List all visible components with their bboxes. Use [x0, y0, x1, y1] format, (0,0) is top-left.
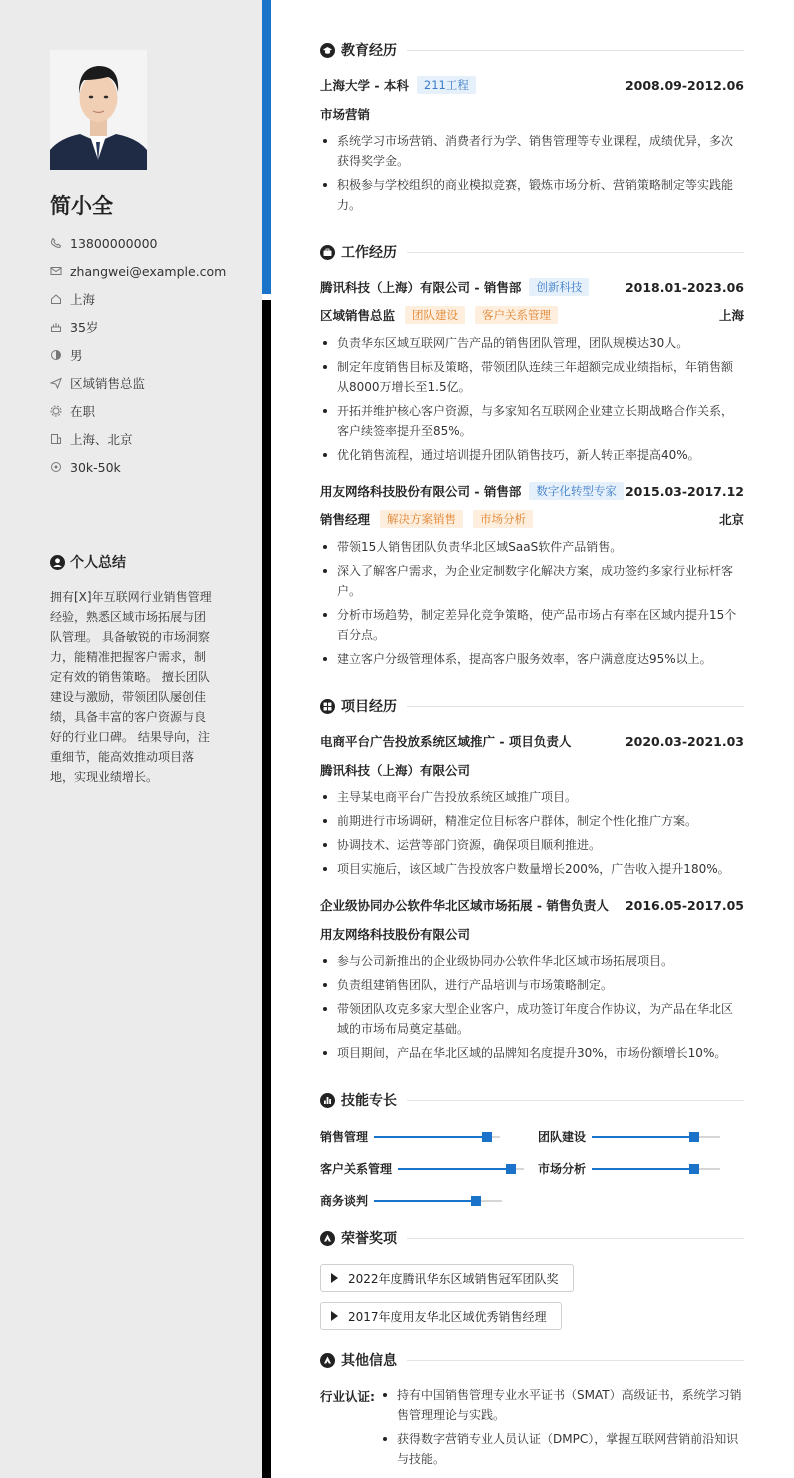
section-title: 技能专长 — [341, 1093, 397, 1109]
job-company: 腾讯科技（上海）有限公司 - 销售部 — [320, 280, 522, 295]
company-tag: 创新科技 — [529, 278, 589, 296]
section-divider — [407, 1238, 744, 1239]
certification-list — [380, 1385, 744, 1473]
gender-icon — [50, 349, 62, 361]
list-item: 获得数字营销专业人员认证（DMPC），掌握互联网营销前沿知识与技能。 — [380, 1429, 744, 1469]
section-title: 项目经历 — [341, 699, 397, 715]
skill-bar — [374, 1200, 502, 1202]
education-header — [320, 76, 744, 94]
grid-icon — [320, 699, 335, 714]
list-item: 优化销售流程，通过培训提升团队销售技巧，新人转正率提高40%。 — [320, 445, 744, 465]
award-item[interactable] — [320, 1302, 562, 1330]
skill-bar — [592, 1136, 720, 1138]
project-header — [320, 896, 744, 914]
award-text: 2017年度用友华北区域优秀销售经理 — [348, 1309, 547, 1324]
education-major: 市场营销 — [320, 107, 371, 122]
list-item: 持有中国销售管理专业水平证书（SMAT）高级证书，系统学习销售管理理论与实践。 — [380, 1385, 744, 1425]
list-item: 负责组建销售团队，进行产品培训与市场策略制定。 — [320, 975, 744, 995]
project-bullets — [320, 951, 744, 1067]
skill-name: 市场分析 — [538, 1162, 587, 1176]
project-company: 腾讯科技（上海）有限公司 — [320, 763, 471, 778]
list-item: 参与公司新推出的企业级协同办公软件华北区域市场拓展项目。 — [320, 951, 744, 971]
section-divider — [407, 252, 744, 253]
role-tag: 团队建设 — [405, 306, 465, 324]
school-tag: 211工程 — [417, 76, 476, 94]
award-text: 2022年度腾讯华东区域销售冠军团队奖 — [348, 1271, 559, 1286]
project-date: 2016.05-2017.05 — [624, 897, 744, 913]
mail-icon — [50, 265, 62, 277]
briefcase-icon — [320, 245, 335, 260]
skill-knob — [482, 1132, 492, 1142]
info-salary-text: 30k-50k — [70, 459, 121, 475]
sidebar — [0, 0, 262, 1478]
section-education — [320, 40, 744, 60]
project-header — [320, 732, 744, 750]
section-title: 荣誉奖项 — [341, 1231, 397, 1247]
skill-fill — [398, 1168, 511, 1170]
info-city-text: 上海 — [70, 292, 96, 307]
list-item: 项目实施后，该区域广告投放客户数量增长200%，广告收入提升180%。 — [320, 859, 744, 879]
section-divider — [407, 1100, 744, 1101]
accent-bar-blue — [262, 0, 271, 294]
job-date: 2015.03-2017.12 — [624, 483, 744, 499]
info-email — [50, 257, 226, 285]
job-company: 用友网络科技股份有限公司 - 销售部 — [320, 484, 522, 499]
skill-fill — [592, 1168, 694, 1170]
job-bullets — [320, 537, 744, 673]
info-position-text: 区域销售总监 — [70, 376, 146, 391]
profile-photo — [50, 50, 147, 170]
skill-item — [320, 1128, 500, 1145]
info-phone — [50, 229, 226, 257]
list-item: 主导某电商平台广告投放系统区域推广项目。 — [320, 787, 744, 807]
certification-label: 行业认证: — [320, 1389, 375, 1404]
job-header — [320, 482, 744, 500]
list-item: 项目期间，产品在华北区域的品牌知名度提升30%，市场份额增长10%。 — [320, 1043, 744, 1063]
profile-name: 简小全 — [50, 194, 113, 218]
award-icon — [320, 1353, 335, 1368]
project-name: 电商平台广告投放系统区域推广 - 项目负责人 — [320, 734, 572, 749]
list-item: 带领15人销售团队负责华北区域SaaS软件产品销售。 — [320, 537, 744, 557]
avatar — [50, 50, 147, 170]
info-city — [50, 285, 226, 313]
role-tag: 客户关系管理 — [475, 306, 558, 324]
skill-item — [320, 1160, 524, 1177]
info-phone-text: 13800000000 — [70, 235, 158, 251]
project-company: 用友网络科技股份有限公司 — [320, 927, 471, 942]
section-title: 其他信息 — [341, 1353, 397, 1369]
section-divider — [407, 50, 744, 51]
job-bullets — [320, 333, 744, 469]
info-work-city-text: 上海、北京 — [70, 432, 133, 447]
section-other — [320, 1350, 744, 1370]
info-age-text: 35岁 — [70, 320, 99, 335]
list-item: 系统学习市场营销、消费者行为学、销售管理等专业课程，成绩优异，多次获得奖学金。 — [320, 131, 744, 171]
bar-chart-icon — [320, 1093, 335, 1108]
skill-fill — [374, 1200, 476, 1202]
section-skills — [320, 1090, 744, 1110]
list-item: 协调技术、运营等部门资源，确保项目顺利推进。 — [320, 835, 744, 855]
section-projects — [320, 696, 744, 716]
skill-name: 团队建设 — [538, 1130, 587, 1144]
project-name: 企业级协同办公软件华北区域市场拓展 - 销售负责人 — [320, 898, 609, 913]
info-age — [50, 313, 226, 341]
home-icon — [50, 293, 62, 305]
list-item: 深入了解客户需求，为企业定制数字化解决方案，成功签约多家行业标杆客户。 — [320, 561, 744, 601]
skill-fill — [374, 1136, 487, 1138]
project-date: 2020.03-2021.03 — [624, 733, 744, 749]
skill-knob — [689, 1164, 699, 1174]
skill-knob — [471, 1196, 481, 1206]
role-tag: 市场分析 — [473, 510, 533, 528]
list-item: 前期进行市场调研，精准定位目标客户群体，制定个性化推广方案。 — [320, 811, 744, 831]
contact-info-list — [50, 229, 226, 481]
info-salary — [50, 453, 226, 481]
company-tag: 数字化转型专家 — [529, 482, 624, 500]
send-icon — [50, 377, 62, 389]
info-position — [50, 369, 226, 397]
job-location: 上海 — [718, 308, 744, 323]
skill-knob — [689, 1132, 699, 1142]
award-item[interactable] — [320, 1264, 574, 1292]
skill-bar — [592, 1168, 720, 1170]
summary-title: 个人总结 — [70, 555, 126, 571]
list-item: 制定年度销售目标及策略，带领团队连续三年超额完成业绩指标，年销售额从8000万增长至1.5亿。 — [320, 357, 744, 397]
list-item: 带领团队攻克多家大型企业客户，成功签订年度合作协议，为产品在华北区域的市场布局奠定基础。 — [320, 999, 744, 1039]
education-bullets — [320, 131, 744, 219]
job-header — [320, 278, 744, 296]
cake-icon — [50, 321, 62, 333]
caret-right-icon — [331, 1273, 338, 1283]
caret-right-icon — [331, 1311, 338, 1321]
section-divider — [407, 706, 744, 707]
building-icon — [50, 433, 62, 445]
phone-icon — [50, 237, 62, 249]
section-work — [320, 242, 744, 262]
status-icon — [50, 405, 62, 417]
salary-icon — [50, 461, 62, 473]
skill-item — [538, 1160, 720, 1177]
section-title: 工作经历 — [341, 245, 397, 261]
role-tag: 解决方案销售 — [380, 510, 463, 528]
skill-name: 客户关系管理 — [320, 1162, 393, 1176]
skill-item — [538, 1128, 720, 1145]
skill-name: 销售管理 — [320, 1130, 369, 1144]
graduation-cap-icon — [320, 43, 335, 58]
info-status — [50, 397, 226, 425]
info-gender-text: 男 — [70, 348, 83, 363]
job-location: 北京 — [718, 512, 744, 527]
skill-item — [320, 1192, 502, 1209]
list-item: 分析市场趋势，制定差异化竞争策略，使产品市场占有率在区域内提升15个百分点。 — [320, 605, 744, 645]
job-role: 区域销售总监 — [320, 308, 396, 323]
summary-heading — [50, 552, 126, 572]
section-awards — [320, 1228, 744, 1248]
job-role: 销售经理 — [320, 512, 371, 527]
skill-name: 商务谈判 — [320, 1194, 369, 1208]
summary-text: 拥有[X]年互联网行业销售管理经验，熟悉区域市场拓展与团队管理。 具备敏锐的市场洞察力，能精准把握客户需求，制定有效的销售策略。 擅长团队建设与激励，带领团队屡创佳绩，具备丰富的客户资源与良好的行业口碑。 结果导向，注重细节，能高效推动项目落地，实现业绩增长。 — [50, 590, 212, 784]
skill-knob — [506, 1164, 516, 1174]
skill-bar — [398, 1168, 524, 1170]
skill-fill — [592, 1136, 694, 1138]
info-work-city — [50, 425, 226, 453]
list-item: 负责华东区域互联网广告产品的销售团队管理，团队规模达30人。 — [320, 333, 744, 353]
info-email-text: zhangwei@example.com — [70, 263, 227, 279]
skill-bar — [374, 1136, 500, 1138]
job-date: 2018.01-2023.06 — [624, 279, 744, 295]
project-bullets — [320, 787, 744, 883]
award-icon — [320, 1231, 335, 1246]
school-name: 上海大学 - 本科 — [320, 78, 409, 93]
job-role-row — [320, 306, 744, 324]
education-date: 2008.09-2012.06 — [624, 77, 744, 93]
job-role-row — [320, 510, 744, 528]
list-item: 积极参与学校组织的商业模拟竞赛，锻炼市场分析、营销策略制定等实践能力。 — [320, 175, 744, 215]
info-status-text: 在职 — [70, 404, 96, 419]
user-circle-icon — [50, 555, 65, 570]
list-item: 开拓并维护核心客户资源，与多家知名互联网企业建立长期战略合作关系，客户续签率提升至85%。 — [320, 401, 744, 441]
section-title: 教育经历 — [341, 43, 397, 59]
section-divider — [407, 1360, 744, 1361]
list-item: 建立客户分级管理体系，提高客户服务效率，客户满意度达95%以上。 — [320, 649, 744, 669]
info-gender — [50, 341, 226, 369]
accent-bar-black — [262, 300, 271, 1478]
